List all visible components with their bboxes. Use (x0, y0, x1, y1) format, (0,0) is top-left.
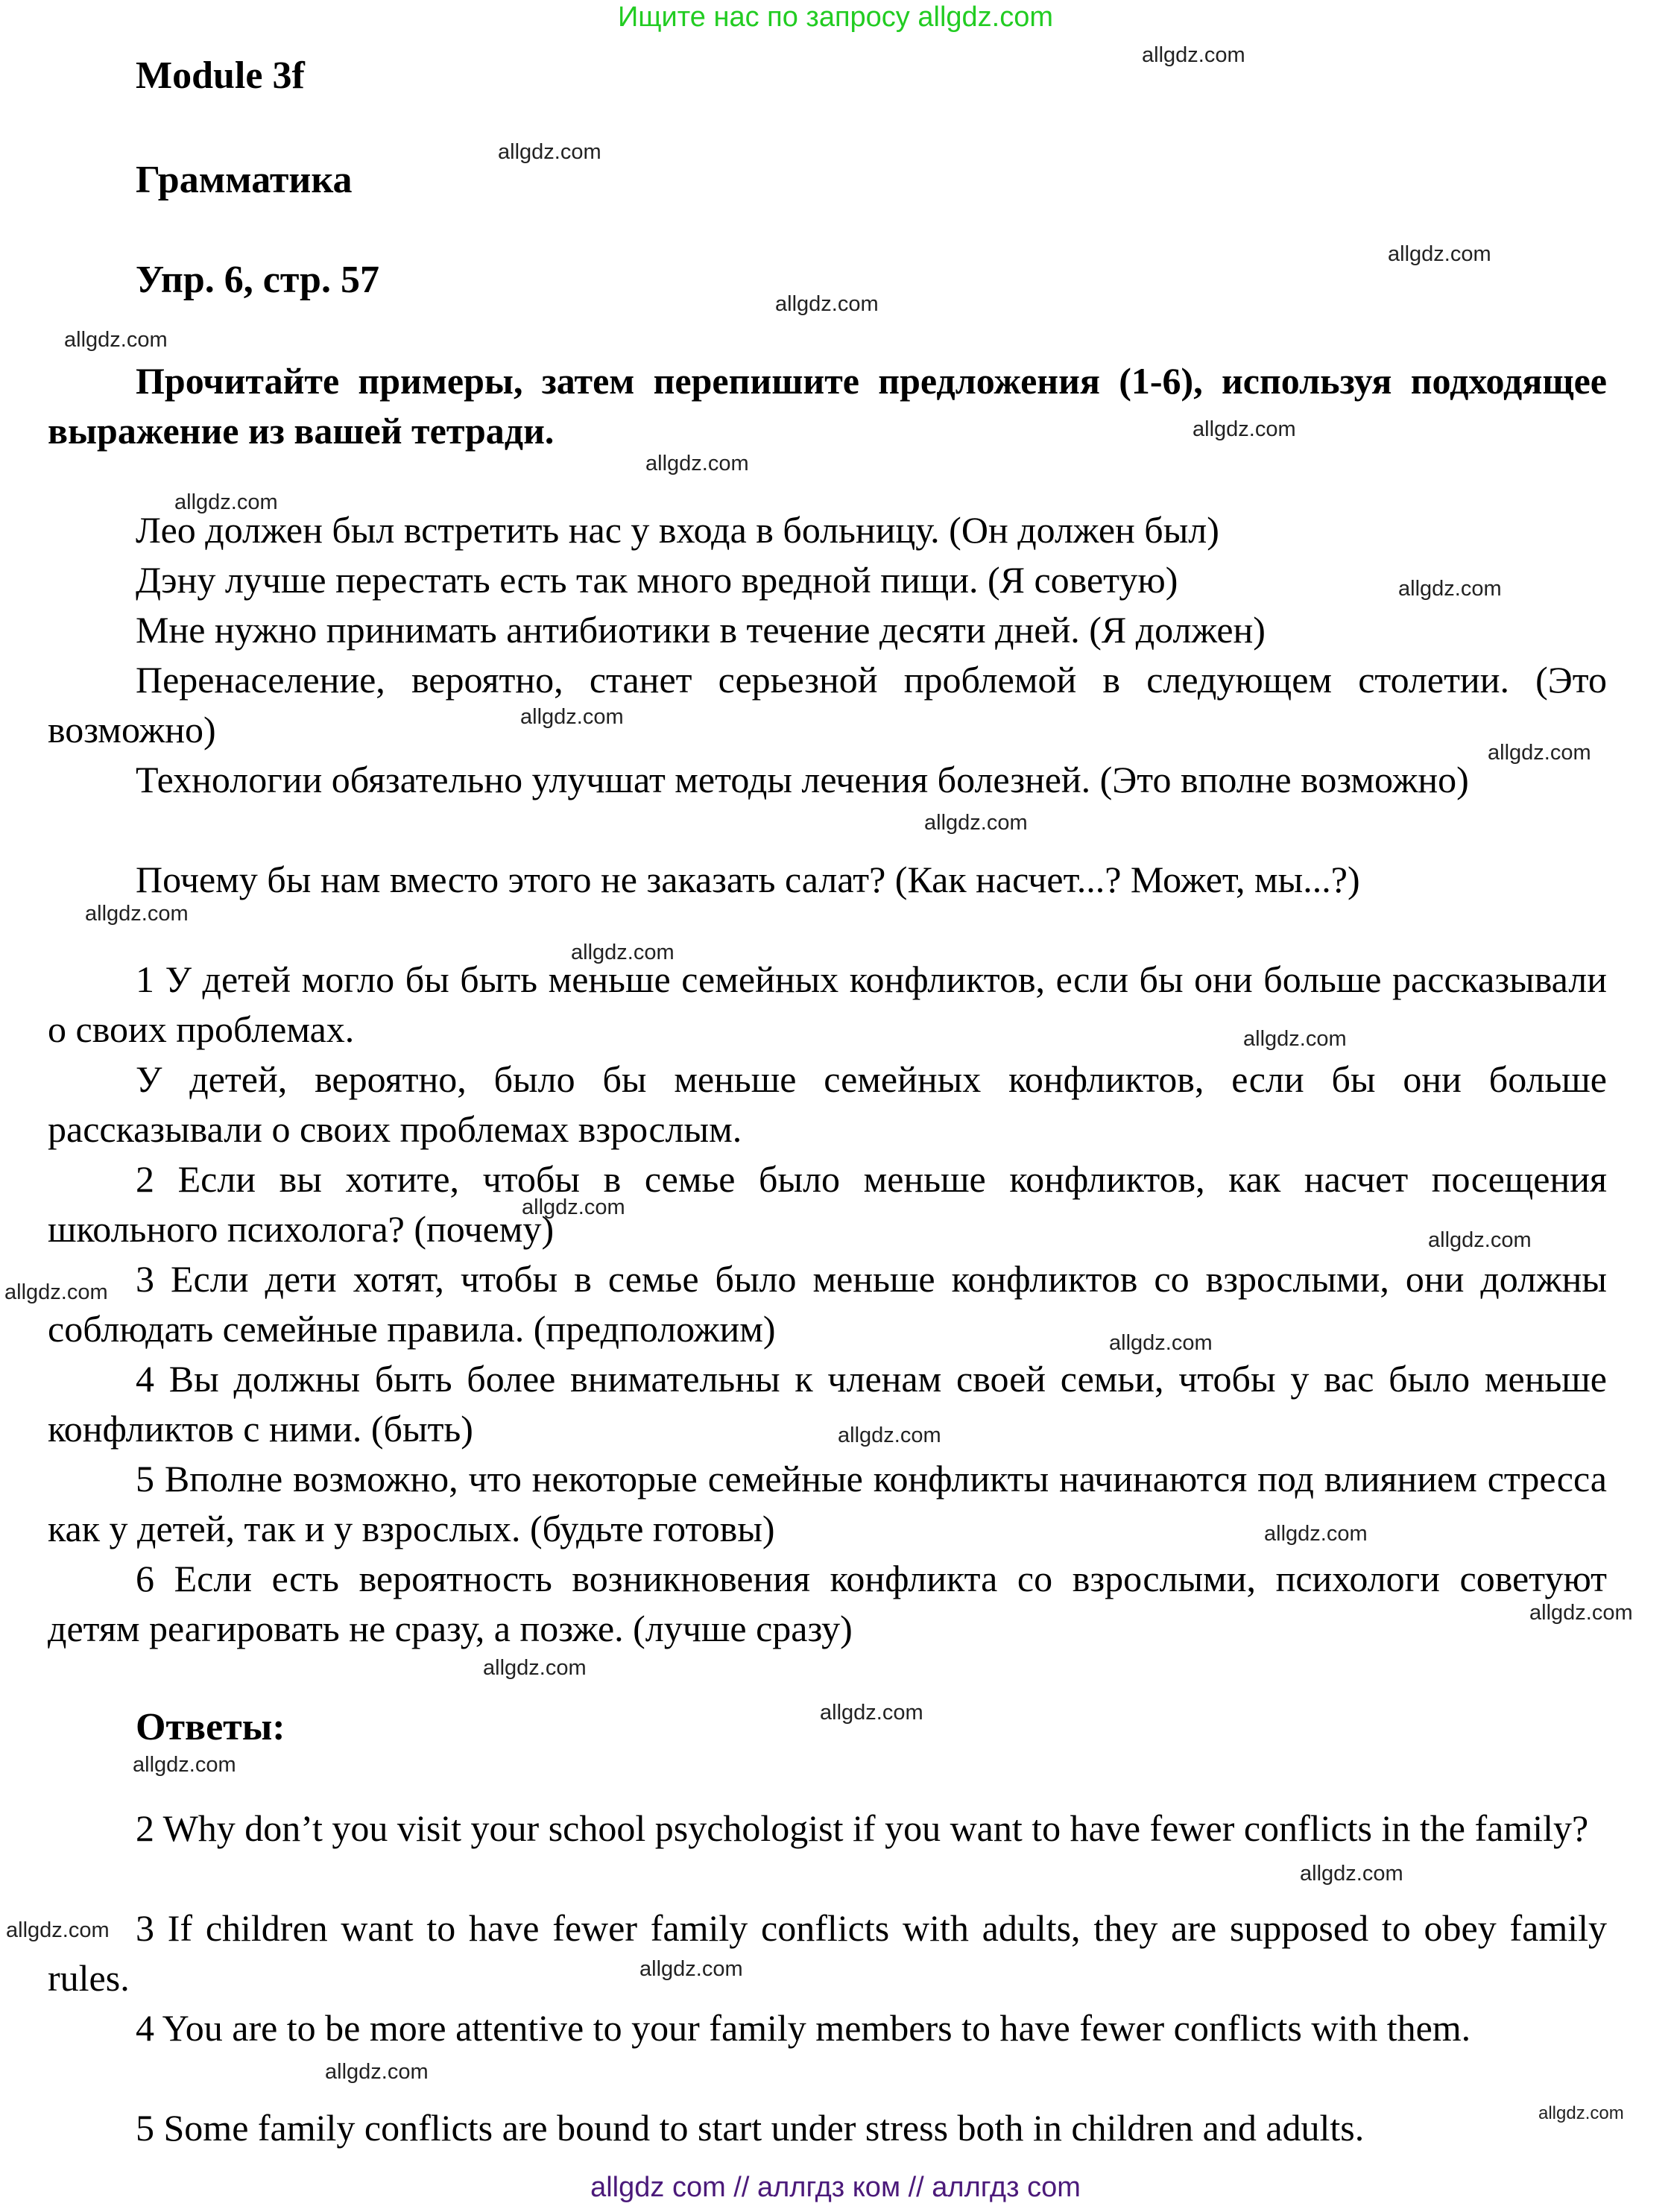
answer-5: 5 Some family conflicts are bound to start under stress both in children and adults. (136, 2107, 1365, 2149)
watermark: allgdz.com (325, 2060, 429, 2084)
watermark: allgdz.com (174, 490, 278, 514)
watermark: allgdz.com (483, 1656, 587, 1680)
watermark: allgdz.com (571, 941, 675, 964)
example-3: Мне нужно принимать антибиотики в течение десяти дней. (Я должен) (136, 609, 1266, 651)
answer-3: 3 If children want to have fewer family conflicts with adults, they are supposed to obey family rules. (48, 1907, 1607, 1999)
watermark: allgdz.com (820, 1701, 923, 1725)
watermark: allgdz.com (1300, 1862, 1403, 1886)
watermark: allgdz.com (1388, 242, 1491, 266)
watermark: allgdz.com (520, 705, 624, 729)
watermark: allgdz.com (639, 1957, 743, 1981)
task-1-answer: У детей, вероятно, было бы меньше семейных конфликтов, если бы они больше рассказывали о своих проблемах взрослым. (48, 1058, 1607, 1150)
example-5: Технологии обязательно улучшат методы лечения болезней. (Это вполне возможно) (136, 759, 1469, 800)
task-5: 5 Вполне возможно, что некоторые семейные конфликты начинаются под влиянием стресса как у детей, так и у взрослых. (будьте готовы) (48, 1458, 1607, 1549)
exercise-title: Упр. 6, стр. 57 (136, 259, 379, 301)
watermark: allgdz.com (924, 811, 1028, 835)
watermark: allgdz.com (1109, 1331, 1213, 1355)
watermark: allgdz.com (1488, 741, 1591, 765)
watermark: allgdz.com (64, 328, 168, 352)
watermark: allgdz.com (1243, 1027, 1347, 1051)
module-title: Module 3f (136, 54, 305, 97)
watermark: allgdz.com (6, 1918, 110, 1942)
instruction-text: Прочитайте примеры, затем перепишите предложения (1-6), используя подходящее выражение из вашей тетради. (48, 360, 1607, 452)
example-6: Почему бы нам вместо этого не заказать салат? (Как насчет...? Может, мы...?) (136, 859, 1360, 900)
watermark: allgdz.com (1538, 2103, 1624, 2123)
watermark: allgdz.com (775, 292, 879, 316)
watermark: allgdz.com (133, 1753, 236, 1777)
watermark: allgdz.com (85, 902, 189, 926)
watermark: allgdz.com (522, 1195, 625, 1219)
footer-links[interactable]: allgdz com // аллгдз ком // аллгдз com (590, 2172, 1081, 2203)
answer-4: 4 You are to be more attentive to your family members to have fewer conflicts with them. (136, 2007, 1471, 2049)
watermark: allgdz.com (1529, 1601, 1633, 1625)
task-6: 6 Если есть вероятность возникновения конфликта со взрослыми, психологи советуют детям реагировать не сразу, а позже. (лучше сразу) (48, 1558, 1607, 1649)
watermark: allgdz.com (838, 1423, 941, 1447)
example-1: Лео должен был встретить нас у входа в больницу. (Он должен был) (136, 509, 1219, 551)
task-1: 1 У детей могло бы быть меньше семейных конфликтов, если бы они больше рассказывали о своих проблемах. (48, 958, 1607, 1050)
task-3: 3 Если дети хотят, чтобы в семье было меньше конфликтов со взрослыми, они должны соблюдать семейные правила. (предположим) (48, 1258, 1607, 1350)
task-4: 4 Вы должны быть более внимательны к членам своей семьи, чтобы у вас было меньше конфликтов с ними. (быть) (48, 1358, 1607, 1450)
watermark: allgdz.com (4, 1280, 108, 1304)
answers-title: Ответы: (136, 1706, 285, 1748)
section-title: Грамматика (136, 159, 353, 201)
task-2: 2 Если вы хотите, чтобы в семье было меньше конфликтов, как насчет посещения школьного психолога? (почему) (48, 1158, 1607, 1250)
watermark: allgdz.com (1193, 417, 1296, 441)
watermark: allgdz.com (1264, 1522, 1368, 1546)
watermark: allgdz.com (498, 140, 601, 164)
example-4: Перенаселение, вероятно, станет серьезной проблемой в следующем столетии. (Это возможно) (48, 659, 1607, 750)
search-banner[interactable]: Ищите нас по запросу allgdz.com (617, 1, 1053, 33)
answer-2: 2 Why don’t you visit your school psychologist if you want to have fewer conflicts in the family? (136, 1807, 1589, 1849)
watermark: allgdz.com (1428, 1228, 1532, 1252)
watermark: allgdz.com (1398, 577, 1502, 601)
example-2: Дэну лучше перестать есть так много вредной пищи. (Я советую) (136, 559, 1178, 601)
watermark: allgdz.com (1142, 43, 1245, 67)
watermark: allgdz.com (645, 452, 749, 475)
